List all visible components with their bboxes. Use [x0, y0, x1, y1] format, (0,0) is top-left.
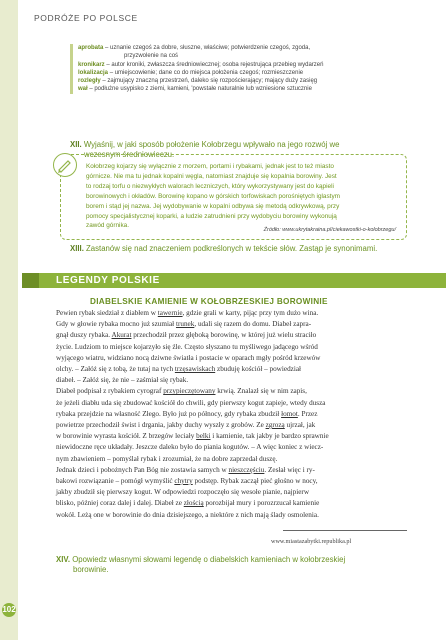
- info-line: górnicze. Nie ma tu jednak kopalni węgla, natomiast znajduje się kopalnia borowiny. Jest: [86, 172, 337, 180]
- underlined-word: chytry: [174, 477, 193, 486]
- info-box: [60, 154, 407, 240]
- legend-line: jakby zbudził się pierwszy kogut. W odpowiedzi rozpoczęło się wesołe pianie, najpierw: [56, 488, 310, 497]
- legend-line: bakowi rozwiązanie – pomógł wymyślić chytry podstęp. Rybak zaczął pieć głośno w nocy,: [56, 477, 318, 486]
- legend-line: Gdy w głowie rybaka mocno już szumiał trunek, udali się razem do domu. Diabeł zapra-: [56, 320, 312, 329]
- info-line: borowinowych i okładów. Borowinę kopano w górskich torfowiskach porośniętych iglastym: [86, 192, 340, 200]
- glossary-definition: – podłużne usypisko z ziemi, kamieni, 'powstałe naturalnie lub wzniesione sztucznie: [87, 86, 312, 93]
- underlined-word: przypieczętowany: [163, 387, 216, 396]
- info-line: borem i stąd jej nazwa. Jej wydobywanie w kopalni odbywa się metodą odkrywkową, przy: [86, 202, 340, 210]
- glossary-term: rozległy: [78, 78, 101, 85]
- section-band-marker: [22, 273, 39, 288]
- glossary-box: [70, 44, 394, 94]
- pencil-icon: [53, 153, 77, 177]
- legend-title: DIABELSKIE KAMIENIE W KOŁOBRZESKIEJ BOROWINIE: [90, 297, 328, 306]
- legend-line: niewidoczne ręce układały. Jeszcze daleko było do piania kogutów. – A więc koniec z wiecz-: [56, 443, 324, 452]
- underlined-word: trunek: [175, 320, 195, 329]
- glossary-definition: przyzwolenie na coś: [124, 53, 179, 60]
- underlined-word: belki: [196, 432, 211, 441]
- page-number: 102: [2, 603, 16, 617]
- question-text: Zastanów się nad znaczeniem podkreślonych w tekście słów. Zastąp je synonimami.: [83, 244, 378, 253]
- question-text: Wyjaśnij, w jaki sposób położenie Kołobrzegu wpływało na jego rozwój we: [81, 140, 340, 149]
- underlined-word: nieszczęściu: [228, 465, 265, 474]
- underlined-word: trzęsawiskach: [174, 365, 216, 374]
- legend-line: Jednak dzieci i pobożnych Pan Bóg nie zostawia samych w nieszczęściu. Zesłał więc i ry-: [56, 465, 315, 474]
- legend-line: wokół. Leżą one w borowinie do dnia dzisiejszego, a niektóre z nich mają ślady osmolenia.: [56, 510, 319, 519]
- underlined-word: złością: [183, 499, 204, 508]
- legend-line: blisko, później coraz dalej i dalej. Diabeł ze złością porozbijał mury i porozrzucał kamienie: [56, 499, 320, 508]
- legend-line: rybaka przejdzie na własność Złego. Było już po północy, gdy rybaka zbudził łomot. Przez: [56, 409, 318, 418]
- question-14: [56, 555, 345, 575]
- glossary-term: kronikarz: [78, 61, 105, 68]
- legend-line: gnął duszy rybaka. Akurat przechodził przez głęboką borowinę, w której już wielu straciło: [56, 331, 317, 340]
- question-text: Opowiedz własnymi słowami legendę o diabelskich kamieniach w kołobrzeskiej: [70, 555, 346, 564]
- glossary-entry: [78, 85, 394, 93]
- legend-line: że jeżeli diabłu uda się zbudować kościół do chwili, gdy pierwszy kogut zapieje, wtedy dusza: [56, 398, 326, 407]
- legend-line: w borowinie wyrasta kościół. Z brzegów leciały belki i kamienie, tak jakby je bardzo sprawnie: [56, 432, 329, 441]
- question-text-cont: borowinie.: [73, 565, 109, 575]
- margin-strip: [0, 0, 18, 640]
- legend-line: diabeł. – Załóż się, że nie – zaśmiał się rybak.: [56, 376, 189, 385]
- glossary-term: wał: [78, 86, 88, 93]
- glossary-entry: [78, 61, 394, 69]
- divider: [283, 530, 407, 531]
- running-header: PODRÓŻE PO POLSCE: [34, 13, 138, 23]
- glossary-term: lokalizacja: [78, 69, 109, 76]
- info-line: Kołobrzeg kojarzy się wyłącznie z morzem, portami i rybakami, jednak jest to też miasto: [86, 163, 334, 170]
- legend-line: olchy. – Załóż się z tobą, że tutaj na tych trzęsawiskach zbuduję kościół – powiedział: [56, 365, 302, 374]
- glossary-term: aprobata: [78, 45, 104, 51]
- glossary-entry: [78, 69, 394, 77]
- legend-text: [56, 308, 406, 521]
- question-number: XII.: [70, 140, 82, 149]
- glossary-definition: – autor kroniki, zwłaszcza średniowiecznej; osoba rejestrująca przebieg wydarzeń: [104, 61, 324, 68]
- legend-line: powietrze przechodził świst i drgania, jakby duchy wyszły z grobów. Ze zgrozą ujrzał, jak: [56, 421, 316, 430]
- legend-line: życie. Ludziom to miejsce kojarzyło się źle. Często słyszano tu myśliwego jadącego wśród: [56, 342, 318, 351]
- info-line: pomocy specjalistycznej koparki, a ludzie zatrudnieni przy wydobyciu borowiny wykonują: [86, 212, 337, 220]
- info-source: Źródło: www.ukrytakraina.pl/ciekawostki-o-kolobrzegu/: [263, 227, 396, 233]
- legend-line: Diabeł podpisał z rybakiem cyrograf przypieczętowany krwią. Znalazł się w nim zapis,: [56, 387, 307, 396]
- question-number: XIII.: [70, 244, 84, 253]
- glossary-entry: [78, 44, 394, 52]
- legend-line: wyjącego wiatru, widziano nocą dziwne światła i postacie w oparach mgły pośród krzewów: [56, 353, 321, 362]
- legend-line: nym zbawieniem – pomyślał rybak i zrozumiał, że na dobre zaprzedał duszę.: [56, 454, 278, 463]
- glossary-definition: – umiejscowienie; dane co do miejsca położenia czegoś; rozmieszczenie: [108, 69, 304, 76]
- glossary-entry: [78, 77, 394, 85]
- underlined-word: Akurat: [111, 331, 132, 340]
- underlined-word: zgrozą: [265, 421, 285, 430]
- info-text: [86, 162, 402, 231]
- info-line: zawód górnika.: [86, 222, 129, 230]
- underlined-word: łomot: [281, 409, 298, 418]
- question-text-cont: wczesnym średniowieczu.: [84, 150, 175, 159]
- question-number: XIV.: [56, 555, 71, 564]
- underlined-word: tawernie: [157, 309, 183, 317]
- source-link[interactable]: www.miastazabytki.republika.pl: [271, 538, 352, 545]
- info-line: to rodzaj torfu o niezwykłych walorach leczniczych, który wykorzystywany jest do kąpieli: [86, 182, 334, 190]
- section-label: LEGENDY POLSKIE: [56, 275, 160, 286]
- legend-line: Pewien rybak siedział z diabłem w tawernie, gdzie grali w karty, pijąc przy tym dużo wina.: [56, 309, 319, 317]
- glossary-definition: – zajmujący znaczną przestrzeń, daleko się rozpościerający; mający duży zasięg: [100, 78, 318, 85]
- question-13: [70, 244, 377, 254]
- glossary-definition: – uznanie czegoś za dobre, słuszne, właściwe; potwierdzenie czegoś, zgoda,: [103, 45, 311, 51]
- glossary-entry: [78, 52, 394, 60]
